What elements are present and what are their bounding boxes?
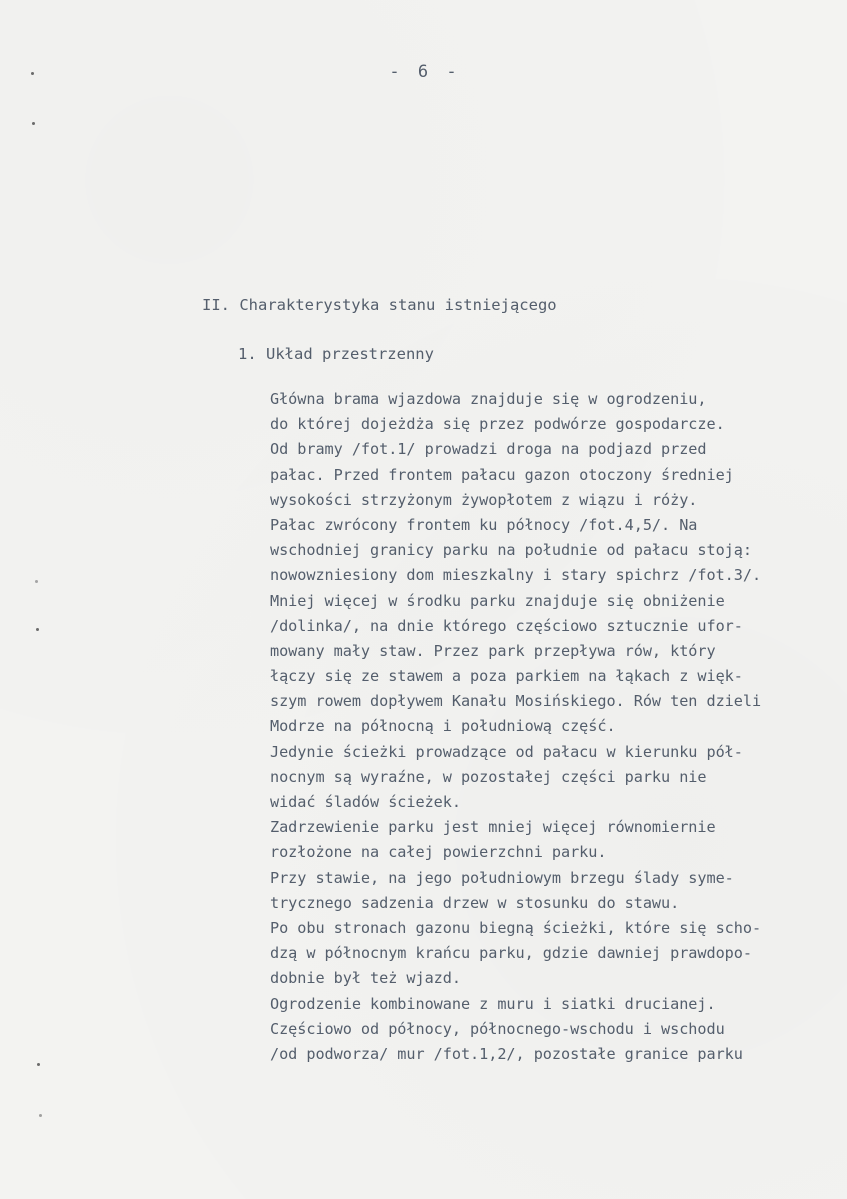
text-line: Częściowo od północy, północnego-wschodu i wschodu <box>270 1019 725 1038</box>
punch-hole-mark <box>36 628 39 631</box>
text-line: szym rowem dopływem Kanału Mosińskiego. Rów ten dzieli <box>270 692 762 711</box>
text-line: /dolinka/, na dnie którego częściowo sztucznie ufor- <box>270 616 743 635</box>
punch-hole-mark <box>32 122 35 125</box>
punch-hole-mark <box>35 580 38 583</box>
text-line: /od podworza/ mur /fot.1,2/, pozostałe granice parku <box>270 1044 743 1063</box>
text-line: Ogrodzenie kombinowane z muru i siatki drucianej. <box>270 994 716 1013</box>
text-line: trycznego sadzenia drzew w stosunku do stawu. <box>270 893 680 912</box>
section-title: II. Charakterystyka stanu istniejącego <box>202 296 557 314</box>
text-line: Przy stawie, na jego południowym brzegu ślady syme- <box>270 868 734 887</box>
text-line: nowowzniesiony dom mieszkalny i stary spichrz /fot.3/. <box>270 566 762 585</box>
punch-hole-mark <box>37 1063 40 1066</box>
subsection-title: 1. Układ przestrzenny <box>238 345 434 363</box>
text-line: nocnym są wyraźne, w pozostałej części parku nie <box>270 767 707 786</box>
page-number: - 6 - <box>389 62 461 82</box>
text-line: do której dojeżdża się przez podwórze gospodarcze. <box>270 415 725 434</box>
text-line: Główna brama wjazdowa znajduje się w ogrodzeniu, <box>270 390 707 408</box>
punch-hole-mark <box>39 1114 42 1117</box>
text-line: mowany mały staw. Przez park przepływa rów, który <box>270 641 716 660</box>
text-line: Jedynie ścieżki prowadzące od pałacu w kierunku pół- <box>270 742 743 761</box>
text-line: łączy się ze stawem a poza parkiem na łąkach z więk- <box>270 667 743 686</box>
text-line: Zadrzewienie parku jest mniej więcej równomiernie <box>270 818 716 837</box>
text-line: rozłożone na całej powierzchni parku. <box>270 843 607 862</box>
text-line: pałac. Przed frontem pałacu gazon otoczony średniej <box>270 465 734 484</box>
punch-hole-mark <box>31 72 34 75</box>
text-line: Pałac zwrócony frontem ku północy /fot.4,5/. Na <box>270 515 698 534</box>
text-line: dzą w północnym krańcu parku, gdzie dawniej prawdopo- <box>270 944 752 963</box>
text-line: wschodniej granicy parku na południe od pałacu stoją: <box>270 541 752 560</box>
text-line: Od bramy /fot.1/ prowadzi droga na podjazd przed <box>270 440 707 459</box>
text-line: wysokości strzyżonym żywopłotem z wiązu i róży. <box>270 490 698 509</box>
text-line: widać śladów ścieżek. <box>270 793 461 811</box>
text-line: dobnie był też wjazd. <box>270 969 461 988</box>
text-line: Mniej więcej w środku parku znajduje się obniżenie <box>270 591 725 610</box>
text-line: Modrze na północną i południową część. <box>270 717 616 736</box>
body-text <box>270 387 840 1067</box>
text-line: Po obu stronach gazonu biegną ścieżki, które się scho- <box>270 918 762 937</box>
